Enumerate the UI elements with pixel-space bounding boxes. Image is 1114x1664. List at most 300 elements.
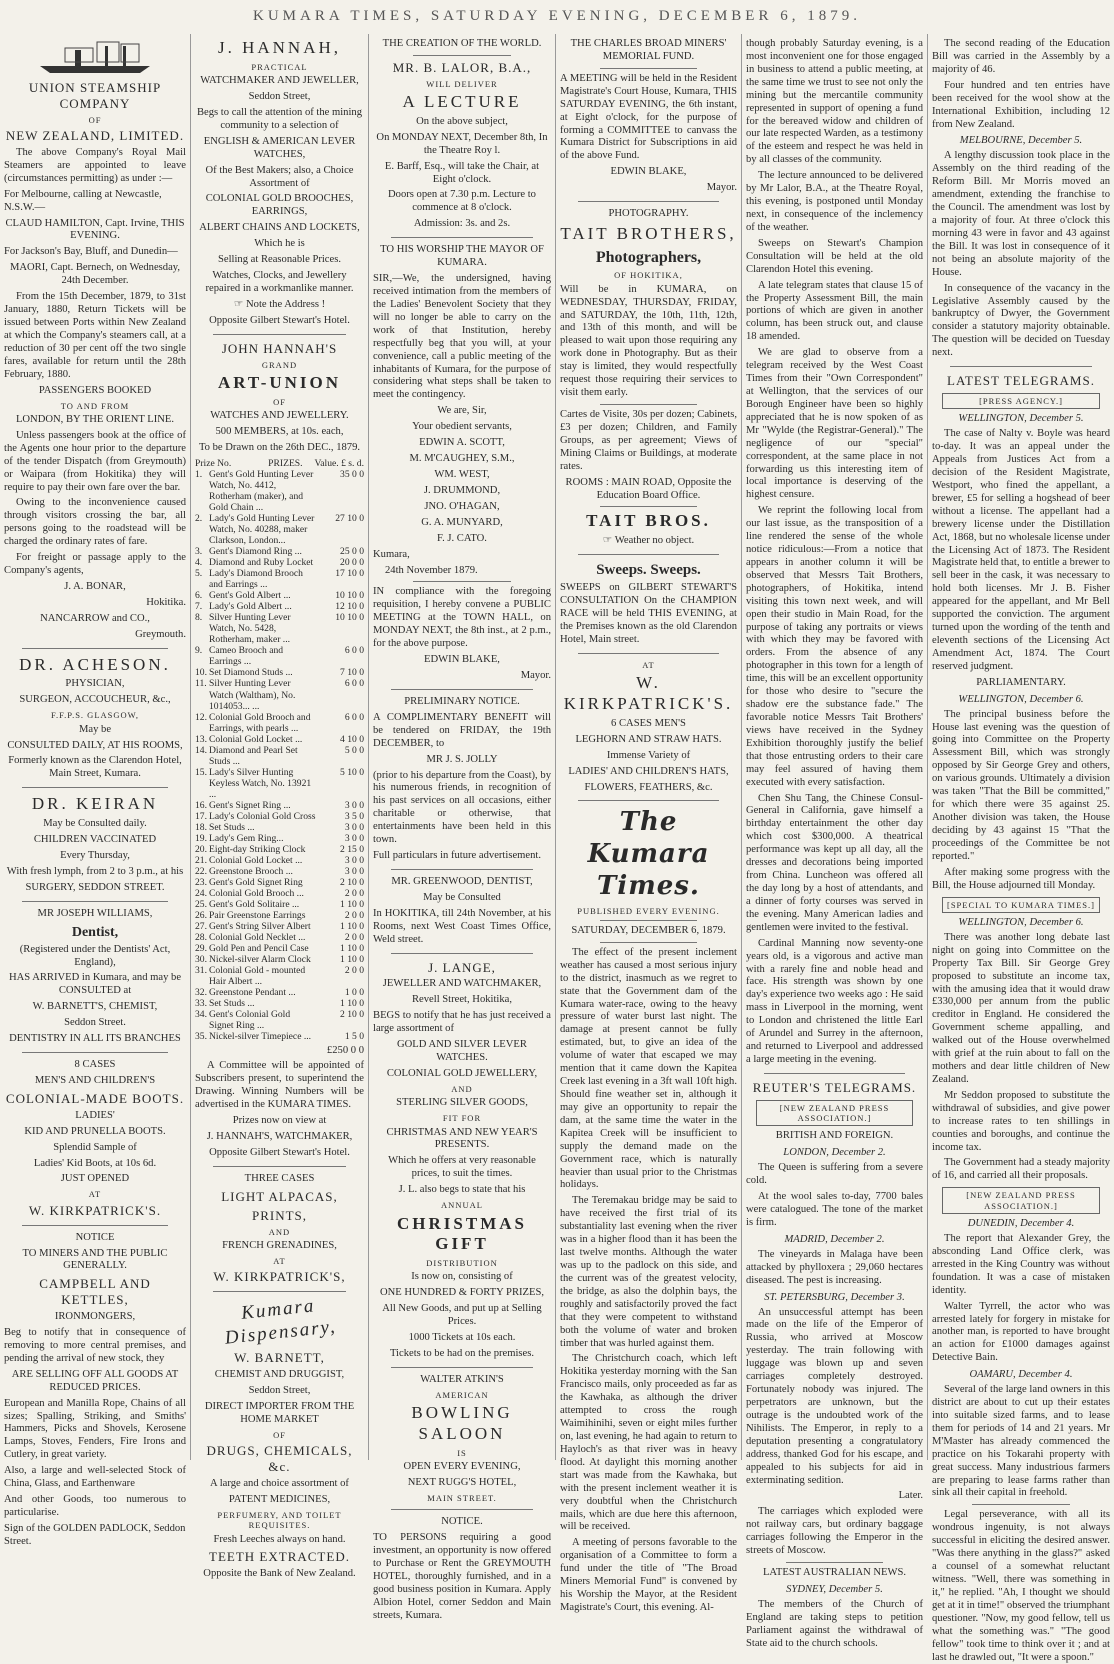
pointing-hand-icon: ☞ <box>602 535 615 547</box>
text: Legal perseverance, with all its wondrous ingenuity, is not always successful in eliciting the desired answer. "Was there anything in the glass?" asked a counsel of a somewhat reluctant witness. "Well, there was something in it," he replied. "Ah, I thought we should get at it in time!" observed the triumphant questioner. "Now, my good fellow, tell us what the something was." "The good fellow" took time to think over it ; and at last he drawled out, "It were a spoon." <box>932 1509 1110 1663</box>
prize-value: 6 0 0 <box>344 645 364 657</box>
text: THE CHARLES BROAD MINERS' MEMORIAL FUND. <box>570 38 727 62</box>
prize-description: Gent's Gold Albert ... <box>209 590 291 602</box>
text: Kumara, <box>373 548 410 560</box>
text: For freight or passage apply to the Company's agents, <box>4 552 186 577</box>
text: COLONIAL GOLD BROOCHES, EARRINGS, <box>205 193 354 218</box>
text: LEGHORN AND STRAW HATS. <box>575 733 722 745</box>
text: £250 0 0 <box>326 1044 364 1056</box>
text: WATCHES AND JEWELLERY. <box>210 410 349 422</box>
text: With fresh lymph, from 2 to 3 p.m., at his <box>6 865 184 877</box>
text: NEXT RUGG'S HOTEL, <box>407 1476 517 1488</box>
text: OAMARU, December 4. <box>969 1369 1073 1381</box>
prize-number: 22. <box>195 866 207 877</box>
text: WELLINGTON, December 6. <box>958 916 1084 928</box>
column-6 <box>928 36 1114 1663</box>
prize-number: 9. <box>195 645 203 657</box>
prize-number: 21. <box>195 854 207 866</box>
prize-value: 5 10 0 <box>340 766 364 778</box>
text: For Jackson's Bay, Bluff, and Dunedin— <box>4 246 178 258</box>
prize-row <box>195 1031 364 1042</box>
text: BRITISH AND FOREIGN. <box>775 1130 894 1142</box>
prize-row <box>195 877 364 888</box>
text: A COMPLIMENTARY BENEFIT will be tendered on FRIDAY, the 19th DECEMBER, to <box>373 711 551 749</box>
text: Splendid Sample of <box>53 1141 137 1153</box>
prize-number: 26. <box>195 910 207 922</box>
prize-row <box>195 612 364 645</box>
prize-value: 1 10 0 <box>340 899 364 911</box>
text: Sweeps. Sweeps. <box>596 562 701 579</box>
text: WELLINGTON, December 5. <box>958 413 1084 425</box>
text: Fresh Leeches always on hand. <box>213 1533 346 1545</box>
column-2 <box>191 36 368 1580</box>
text: MR. GREENWOOD, DENTIST, <box>391 875 533 887</box>
text: DISTRIBUTION <box>426 1257 498 1268</box>
text: The effect of the present inclement weather has caused a most serious injury to the district, inasmuch as we regret to state that the Government dam of the Kumara water-race, owing to the heavy pressure of water burst last night. The damage at present cannot be fully estimated, but, to give an idea of the volume of water that escaped we may mention that it came down the Kapitea Creek last evening in a 3ft wall 10ft high. Should fine weather set in, although it may give an opportunity to repair the dam, at the same time the water in the Kapitea Creek will be insufficient to supply the demand made on the Government race, which is naturally heavier than usual prior to the Christmas holidays. <box>560 946 737 1191</box>
text: CHRISTMAS GIFT <box>397 1213 527 1254</box>
text: Ladies' Kid Boots, at 10s 6d. <box>33 1157 157 1169</box>
prize-value: 3 0 0 <box>344 821 364 833</box>
text: Chen Shu Tang, the Chinese Consul-General in California, gave himself a birthday entertainment the other day which cost $300,000. A theatrical performance was kept up all day, all the dresses and decorations being imported from China. Luncheon was offered all the day long by a host of attendants, and a dinner of forty courses was served in the evening. Many American ladies and gentlemen were invited to the festival. <box>746 792 923 933</box>
text: PRELIMINARY NOTICE. <box>404 695 520 707</box>
prize-number: 6. <box>195 590 203 602</box>
text: W. KIRKPATRICK'S. <box>563 673 734 714</box>
prize-number: 11. <box>195 678 207 690</box>
text: ANNUAL <box>441 1200 483 1211</box>
text: NANCARROW and CO., <box>40 612 150 624</box>
text: AMERICAN <box>435 1389 489 1400</box>
prize-value: 3 0 0 <box>344 854 364 866</box>
text: [NEW ZEALAND PRESS ASSOCIATION.] <box>756 1100 913 1127</box>
text: TEETH EXTRACTED. <box>209 1549 350 1565</box>
prize-number: 12. <box>195 711 207 723</box>
text: MAORI, Capt. Bernech, on Wednesday, 24th December. <box>9 262 181 287</box>
text: Revell Street, Hokitika, <box>411 994 513 1006</box>
text: Owing to the inconvenience caused through visitors crossing the bar, all persons going to the roadstead will be charged the ordinary rates of fare. <box>4 497 186 548</box>
prize-number: 5. <box>195 568 203 580</box>
text: (prior to his departure from the Coast), by his numerous friends, in recognition of his past services on all occasions, either charitable or otherwise, that entertainments have been held in this town. <box>373 769 551 846</box>
text: J. LANGE, <box>428 959 496 975</box>
prize-row <box>195 899 364 910</box>
text: LATEST TELEGRAMS. <box>947 373 1095 389</box>
text: THREE CASES <box>244 1172 315 1184</box>
prize-description: Lady's Silver Hunting Keyless Watch, No. 13921 ... <box>209 766 312 800</box>
text: The above Company's Royal Mail Steamers are appointed to leave (circumstances permitting) as under :— <box>4 146 186 184</box>
masthead: KUMARA TIMES, SATURDAY EVENING, DECEMBER 6, 1879. <box>253 8 861 24</box>
text: M. M'CAUGHEY, S.M., <box>409 453 515 465</box>
text: ALBERT CHAINS AND LOCKETS, <box>199 222 360 234</box>
prize-row <box>195 678 364 711</box>
prize-description: Lady's Gem Ring... <box>209 832 284 844</box>
prize-description: Gent's Gold Solitaire ... <box>209 899 300 911</box>
text: ART-UNION <box>217 372 342 392</box>
prize-number: 3. <box>195 546 203 558</box>
prize-value: 2 10 0 <box>340 877 364 889</box>
prize-description: Pair Greenstone Earrings <box>209 910 306 922</box>
text: OF <box>88 114 102 125</box>
text: From the 15th December, 1879, to 31st January, 1880, Return Tickets will be issued between Ports within New Zealand at which the Company's steamers call, at a reduction of 30 per cent off the two single fares, available for return until the 28th February, 1880. <box>4 291 186 380</box>
text: Walter Tyrrell, the actor who was arrested lately for forgery in mistake for another man, is reported to have brought an action for £1000 damages against Detective Bain. <box>932 1300 1110 1364</box>
text: ONE HUNDRED & FORTY PRIZES, <box>379 1287 545 1299</box>
text: Your obedient servants, <box>412 421 512 433</box>
prize-number: 14. <box>195 744 207 756</box>
text: PARLIAMENTARY. <box>976 676 1066 688</box>
text: EDWIN BLAKE, <box>424 654 500 666</box>
text: OF <box>273 1429 286 1440</box>
text: [NEW ZEALAND PRESS ASSOCIATION.] <box>942 1187 1100 1214</box>
prize-row <box>195 557 364 568</box>
text: Cardinal Manning now seventy-one years old, is a vigorous and active man with a rarely fine and noble head and face. His strength was shown by one day's experience two weeks ago : He said mass in Liverpool in the morning, went to London and christened the little Earl of Arundel and Surrey in the afternoon, and returned to Liverpool and addressed a large meeting in the evening. <box>746 937 923 1065</box>
text: ENGLISH & AMERICAN LEVER WATCHES, <box>203 135 356 160</box>
text: SIR,—We, the undersigned, having received intimation from the members of the Ladies' Benevolent Society that they will no longer be able to carry on the work of that Institution, hereby respectfully beg that you will, at your convenience, call a public meeting of the inhabitants of Kumara, for the purpose of considering what steps shall be taken to meet the contingency. <box>373 273 551 401</box>
text: European and Manilla Rope, Chains of all sizes; Spalling, Striking, and Smiths' Hammers, Picks and Shovels, Kerosene Lamps, Stoves, Fenders, Fire Irons and Cutlery, in great variety. <box>4 1397 186 1461</box>
prize-description: Lady's Colonial Gold Cross <box>209 810 316 822</box>
prize-value: 1 10 0 <box>340 943 364 955</box>
text: WALTER ATKIN'S <box>420 1373 504 1385</box>
text: HAS ARRIVED in Kumara, and may be CONSULTED at <box>8 972 182 997</box>
prize-number: 23. <box>195 877 207 889</box>
text: CHILDREN VACCINATED <box>33 833 157 845</box>
text: FLOWERS, FEATHERS, &c. <box>584 781 713 793</box>
prize-value: 17 10 0 <box>335 568 364 580</box>
text: JNO. O'HAGAN, <box>424 500 500 512</box>
text: AT <box>273 1255 286 1266</box>
text: Sign of the GOLDEN PADLOCK, Seddon Street. <box>4 1522 186 1547</box>
text: Opposite the Bank of New Zealand. <box>203 1568 356 1580</box>
text: LIGHT ALPACAS, <box>221 1188 338 1204</box>
text: CLAUD HAMILTON, Capt. Irvine, THIS EVENING. <box>5 217 185 242</box>
prize-value: 2 10 0 <box>340 1009 364 1021</box>
text: Hokitika. <box>146 596 186 608</box>
text: 500 MEMBERS, at 10s. each, <box>215 426 344 437</box>
text: DIRECT IMPORTER FROM THE HOME MARKET <box>204 1401 355 1425</box>
newspaper-title: The Kumara Times. <box>587 807 710 901</box>
text: MADRID, December 2. <box>784 1233 885 1245</box>
prize-number: 13. <box>195 733 207 745</box>
text: PUBLISHED EVERY EVENING. <box>577 905 720 916</box>
text: A MEETING will be held in the Resident Magistrate's Court House, Kumara, THIS SATURDAY EVENING, the 6th instant, at Eight o'clock, for the purpose of forming a COMMITTEE to canvass the Kumara District for Subscriptions in aid of the above Fund. <box>560 72 737 162</box>
text: The principal business before the House last evening was the question of going into Committee on the Property Assessment Bill, which was strongly opposed by Sir George Grey and others, on various grounds. Ultimately a division was taken "That the Bill be committed," for which there were 35 against 25. Another division was taken, the House deciding by 43 against 15 "That the proceedings of the Committee be not reported." <box>932 708 1110 862</box>
prize-description: Gent's Diamond Ring ... <box>209 546 302 558</box>
text: J. A. BONAR, <box>64 580 126 592</box>
prize-value: 35 0 0 <box>340 468 364 480</box>
prize-row <box>195 833 364 844</box>
text: Value. £ s. d. <box>314 457 364 469</box>
prize-description: Colonial Gold Brooch and Earrings, with pearls ... <box>209 711 311 734</box>
text: IN compliance with the foregoing requisition, I hereby convene a PUBLIC MEETING at the TOWN HALL, on MONDAY NEXT, the 8th inst., at 2 p.m., for the above purpose. <box>373 586 551 650</box>
text: JUST OPENED <box>60 1173 130 1185</box>
prize-number: 17. <box>195 810 207 822</box>
text: MR JOSEPH WILLIAMS, <box>37 907 153 919</box>
prize-value: 2 0 0 <box>344 932 364 944</box>
column-1 <box>0 36 190 1547</box>
text: Weather no object. <box>614 535 695 547</box>
text: 6 CASES MEN'S <box>611 717 686 729</box>
text: Watches, Clocks, and Jewellery repaired in a workmanlike manner. <box>205 270 354 294</box>
prize-row <box>195 601 364 612</box>
prize-description: Set Diamond Studs ... <box>209 667 293 679</box>
text: The Teremakau bridge may be said to have received the first trial of its substantiality last evening when the river was in a higher flood than it has been the last twelve months. Although the water was up to the padlock on this side, and the current was of the greatest velocity, the bridge, as also the dolphin bays, the roughly and satisfactorily proved the fact that they were competent to withstand both the volume of water and broken timber that was hurled against them. <box>560 1195 737 1349</box>
prize-description: Colonial Gold Locket ... <box>209 733 303 745</box>
prize-row <box>195 844 364 855</box>
prize-number: 4. <box>195 557 203 569</box>
text: SATURDAY, DECEMBER 6, 1879. <box>571 924 726 936</box>
text: LATEST AUSTRALIAN NEWS. <box>762 1567 907 1579</box>
text: IS <box>457 1447 467 1458</box>
text: 24th November 1879. <box>385 564 478 576</box>
text: FIT FOR <box>442 1113 482 1124</box>
column-4 <box>556 36 741 1613</box>
prize-description: Greenstone Brooch ... <box>209 866 293 877</box>
acheson-name: DR. ACHESON. <box>19 654 171 674</box>
prize-row <box>195 645 364 667</box>
text: The case of Nalty v. Boyle was heard to-day. It was an appeal under the Appeals from Justices Act from a decision of the Resident Magistrate, Westport, who fined the appellant, a brewer, £5 for selling a hogshead of beer without a license. The appellant had a brewery license under the Distillation Act, 1868, but no wholesale license under the Licensing Act of 1873. The Resident Magistrate held that, to entitle a brewer to sell beer in the cask, it was necessary to hold both licenses. Mr J. B. Fisher appeared for the appellant, and Mr Bell supported the conviction. The argument turned upon the wording of the tenth and eleventh sections of the Licensing Act Amendment Act, 1874. The Court reserved judgment. <box>932 428 1110 672</box>
text: CHEMIST AND DRUGGIST, <box>214 1369 345 1381</box>
text: (Registered under the Dentists' Act, England), <box>19 943 171 968</box>
prize-row <box>195 910 364 921</box>
text: PRIZES. <box>268 457 303 469</box>
text: Prizes now on view at <box>232 1115 327 1127</box>
prize-number: 20. <box>195 843 207 855</box>
text: PASSENGERS BOOKED <box>38 384 152 396</box>
prize-value: 6 0 0 <box>344 711 364 723</box>
text: OPEN EVERY EVENING, <box>403 1460 521 1472</box>
prize-row <box>195 943 364 954</box>
text: The carriages which exploded were not railway cars, but ordinary baggage carriages following the Emperor in the streets of Moscow. <box>746 1506 923 1557</box>
text: The Christchurch coach, which left Hokitika yesterday morning with the San Francisco mails, only proceeded as far as the Kawhaka, as although the driver attempted to cross the rough Waimihinihi, seven or eight miles further on, last evening, he had again to return to Hayloch's as that river was in heavy flood. At daylight this morning another start was made from the Kawhaka, but with the present inclement weather it is very doubtful when the Christchurch mails, which are due here this afternoon, will be received. <box>560 1353 737 1533</box>
prize-description: Gent's Gold Signet Ring <box>209 877 303 889</box>
prize-row <box>195 800 364 811</box>
text: WILL DELIVER <box>426 78 498 89</box>
text: Seddon Street, <box>248 91 311 103</box>
hannah-name: J. HANNAH, <box>217 38 342 57</box>
text: [SPECIAL TO KUMARA TIMES.] <box>942 897 1100 913</box>
text: BEGS to notify that he has just received a large assortment of <box>373 1010 551 1035</box>
keiran-name: DR. KEIRAN <box>31 794 159 814</box>
text: Every Thursday, <box>60 849 130 861</box>
text: Later. <box>898 1490 923 1502</box>
text: PRINTS, <box>251 1207 308 1223</box>
prize-description: Silver Hunting Lever Watch, No. 5428, Rotherham, maker ... <box>209 612 291 646</box>
steamship-icon <box>35 36 155 76</box>
text: F.F.P.S. GLASGOW, <box>50 710 140 721</box>
prize-number: 1. <box>195 468 203 480</box>
text: W. BARNETT'S, CHEMIST, <box>32 1001 158 1013</box>
text: Doors open at 7.30 p.m. Lecture to commence at 8 o'clock. <box>388 189 536 214</box>
prize-description: Greenstone Pendant ... <box>209 987 296 999</box>
prize-row <box>195 712 364 734</box>
text: AND <box>268 1226 291 1237</box>
text: ROOMS : MAIN ROAD, Opposite the Education Board Office. <box>565 476 732 501</box>
prize-row <box>195 822 364 833</box>
text: CONSULTED DAILY, AT HIS ROOMS, <box>7 739 183 751</box>
text: A late telegram states that clause 15 of the Property Assessment Bill, the main portions of which are given in another column, has been struck out, and clause 18 amended. <box>746 279 923 343</box>
text: WELLINGTON, December 6. <box>958 693 1084 705</box>
prize-rows <box>195 469 364 1043</box>
text: DUNEDIN, December 4. <box>967 1218 1075 1230</box>
prize-description: Diamond and Pearl Set Studs ... <box>209 744 298 767</box>
text: The report that Alexander Grey, the absconding Land Office clerk, was arrested in the King Country was without foundation. It was a case of mistaken identity. <box>932 1232 1110 1296</box>
prize-description: Lady's Diamond Brooch and Earrings ... <box>209 568 303 591</box>
prize-value: 1 10 0 <box>340 921 364 933</box>
prize-value: 25 0 0 <box>340 546 364 558</box>
text: Greymouth. <box>135 628 186 640</box>
text: Tickets to be had on the premises. <box>389 1347 535 1359</box>
text: PHOTOGRAPHY. <box>608 208 689 220</box>
text: J. L. also begs to state that his <box>398 1184 526 1196</box>
prize-value: 2 15 0 <box>340 843 364 855</box>
text: GRAND <box>261 359 298 370</box>
text: PERFUMERY, AND TOILET REQUISITES. <box>217 1509 342 1531</box>
text: THE CREATION OF THE WORLD. <box>382 38 542 49</box>
text: Prize No. <box>195 457 232 469</box>
text: E. Barff, Esq., will take the Chair, at Eight o'clock. <box>384 160 540 185</box>
text: SURGERY, SEDDON STREET. <box>25 881 165 893</box>
text: Also, a large and well-selected Stock of China, Glass, and Earthenware <box>4 1465 186 1490</box>
prize-row <box>195 1009 364 1031</box>
text: LADIES' <box>75 1109 115 1121</box>
pointing-hand-icon: ☞ <box>233 298 246 310</box>
prize-description: Lady's Gold Hunting Lever Watch, No. 40288, maker Clarkson, London... <box>209 513 315 547</box>
prize-number: 35. <box>195 1031 207 1043</box>
text: [PRESS AGENCY.] <box>942 393 1100 409</box>
text: Begs to call the attention of the mining community to a selection of <box>196 106 363 131</box>
text: The Government had a steady majority of 16, and carried all their proposals. <box>932 1157 1110 1182</box>
prize-description: Gent's Signet Ring ... <box>209 799 291 811</box>
text: MAIN STREET. <box>427 1492 497 1503</box>
prize-value: 1 0 0 <box>344 987 364 999</box>
text: Opposite Gilbert Stewart's Hotel. <box>209 314 350 326</box>
prize-description: Cameo Brooch and Earrings ... <box>209 645 284 668</box>
prize-description: Set Studs ... <box>209 998 255 1010</box>
text: On MONDAY NEXT, December 8th, In the Theatre Roy l. <box>376 131 548 156</box>
prize-number: 19. <box>195 832 207 844</box>
prize-description: Colonial Gold Brooch ... <box>209 888 304 900</box>
prize-row <box>195 932 364 943</box>
text: DRUGS, CHEMICALS, &c. <box>206 1443 353 1475</box>
text: ST. PETERSBURG, December 3. <box>764 1291 905 1303</box>
prize-value: 1 10 0 <box>340 954 364 966</box>
text: JOHN HANNAH'S <box>221 340 338 356</box>
text: AT <box>88 1189 102 1200</box>
text: SWEEPS on GILBERT STEWART'S CONSULTATION On the CHAMPION RACE will be held THIS EVENING, at the Premises known as the old Clarendon Hotel, Main street. <box>560 582 737 646</box>
prize-row <box>195 987 364 998</box>
text: Immense Variety of <box>606 749 691 761</box>
prize-value: 3 0 0 <box>344 832 364 844</box>
text: At the wool sales to-day, 7700 bales were catalogued. The tone of the market is firm. <box>746 1191 923 1229</box>
text: F. J. CATO. <box>437 532 487 544</box>
text: Of the Best Makers; also, a Choice Assortment of <box>205 164 354 189</box>
text: TO PERSONS requiring a good investment, an opportunity is now offered to Purchase or Rent the GREYMOUTH HOTEL, thoroughly furnished, and in a good business position in Kumara. Apply Albion Hotel, corner Seddon and Main streets, Kumara. <box>373 1532 551 1621</box>
text: Mayor. <box>706 182 737 194</box>
text: We are glad to observe from a telegram received by the West Coast Times from their "Own Correspondent" at Wellington, that the services of our Borough Engineer have been so highly appreciated that he is now spoken of as Mr "Wylde (the Registrar-General)." The negligence of our "special" correspondent, at the same place in not forwarding us this interesting item of local importance is deserving of the highest censure. <box>746 347 923 501</box>
text: Seddon Street, <box>248 1385 311 1397</box>
text: Is now on, consisting of <box>411 1271 513 1283</box>
text: There was another long debate last night on going into Committee on the Property Tax Bill. Sir George Grey proposed to substitute an income tax, with the amusing idea that it would draw £330,000 per annum from the public creditor in England. He considered the Government scheme appalling, and walked out of the House overwhelmed with grief at the ruin about to fall on the mothers and dear little children of New Zealand. <box>932 931 1110 1085</box>
prize-value: 10 10 0 <box>335 590 364 602</box>
prize-row <box>195 745 364 767</box>
prize-row <box>195 965 364 987</box>
prize-description: Gold Pen and Pencil Case <box>209 943 309 955</box>
prize-row <box>195 590 364 601</box>
prize-value: 7 10 0 <box>340 667 364 679</box>
text: After making some progress with the Bill, the House adjourned till Monday. <box>932 866 1110 891</box>
text: NEW ZEALAND, LIMITED. <box>5 128 185 144</box>
text: IRONMONGERS, <box>54 1311 136 1323</box>
prize-number: 34. <box>195 1009 207 1021</box>
text: Photographers, <box>595 248 702 266</box>
text: The vineyards in Malaga have been attacked by phylloxera ; 29,060 hectares diseased. The pest is increasing. <box>746 1248 923 1286</box>
prize-value: 3 0 0 <box>344 799 364 811</box>
prize-row <box>195 513 364 546</box>
text: WM. WEST, <box>434 469 490 480</box>
text: Selling at Reasonable Prices. <box>218 254 341 266</box>
prize-number: 33. <box>195 998 207 1010</box>
text: TO AND FROM <box>60 400 130 411</box>
text: 8 CASES <box>74 1059 116 1071</box>
text: Sweeps on Stewart's Champion Consultation will be held at the old Clarendon Hotel this evening. <box>746 237 923 275</box>
prize-value: 2 0 0 <box>344 888 364 900</box>
text: The lecture announced to be delivered by Mr Lalor, B.A., at the Theatre Royal, this evening, is postponed until Monday next, in consequence of the inclemency of the weather. <box>746 170 923 233</box>
prize-value: 5 0 0 <box>344 744 364 756</box>
text: 1000 Tickets at 10s each. <box>408 1332 516 1344</box>
prize-row <box>195 998 364 1009</box>
text: JEWELLER AND WATCHMAKER, <box>382 978 542 990</box>
text: On the above subject, <box>416 115 508 127</box>
prize-row <box>195 546 364 557</box>
prize-description: Nickel-silver Timepiece ... <box>209 1031 312 1043</box>
text: Mr Seddon proposed to substitute the withdrawal of subsidies, and give power to increase rates to ten shillings in counties and boroughs, and continue the income tax. <box>932 1089 1110 1153</box>
text: GOLD AND SILVER LEVER WATCHES. <box>397 1039 527 1064</box>
text: May be Consulted <box>423 891 501 903</box>
text: OF HOKITIKA, <box>614 270 683 281</box>
text: DENTISTRY IN ALL ITS BRANCHES <box>9 1033 181 1045</box>
text: TO MINERS AND THE PUBLIC GENERALLY. <box>22 1247 168 1272</box>
prize-number: 24. <box>195 888 207 900</box>
text: PHYSICIAN, <box>65 678 125 690</box>
text: Will be in KUMARA, on WEDNESDAY, THURSDAY, FRIDAY, and SATURDAY, the 10th, 11th, 12th, and 13th of this month, and will be pleased to wait upon those requiring any work done in Photography. But as their stay is limited, they would respectfully request those requiring their services to visit them early. <box>560 283 737 399</box>
text: TO HIS WORSHIP THE MAYOR OF KUMARA. <box>380 244 544 269</box>
prize-number: 18. <box>195 821 207 833</box>
prize-value: 3 0 0 <box>344 866 364 877</box>
prize-description: Gent's String Silver Albert <box>209 921 311 933</box>
prize-row <box>195 734 364 745</box>
text: Opposite Gilbert Stewart's Hotel. <box>209 1146 350 1158</box>
text: LADIES' AND CHILDREN'S HATS, <box>568 765 729 777</box>
prize-value: 2 0 0 <box>344 965 364 977</box>
prize-description: Gent's Gold Hunting Lever Watch, No. 4412, Rotherham (maker), and Gold Chain ... <box>209 468 314 513</box>
text: W. KIRKPATRICK'S, <box>213 1269 346 1285</box>
prize-value: 6 0 0 <box>344 678 364 690</box>
prize-number: 27. <box>195 921 207 933</box>
text: A LECTURE <box>402 92 522 112</box>
text: Seddon Street. <box>64 1017 126 1029</box>
text: KID AND PRUNELLA BOOTS. <box>24 1125 166 1137</box>
text: The members of the Church of England are taking steps to petition Parliament against the withdrawal of State aid to the church schools. <box>746 1598 923 1649</box>
prize-description: Colonial Gold Necklet ... <box>209 932 306 944</box>
text: For Melbourne, calling at Newcastle, N.S.W.— <box>4 188 162 213</box>
column-3 <box>369 36 555 1621</box>
prize-row <box>195 888 364 899</box>
text: STERLING SILVER GOODS, <box>396 1097 528 1109</box>
text: MR. B. LALOR, B.A., <box>392 59 532 75</box>
prize-number: 8. <box>195 612 203 624</box>
text: PATENT MEDICINES, <box>228 1493 331 1505</box>
prize-number: 29. <box>195 943 207 955</box>
text: Mayor. <box>520 669 551 681</box>
text: Which he offers at very reasonable prices, to suit the times. <box>388 1155 536 1180</box>
text: In consequence of the vacancy in the Legislative Assembly caused by the bankruptcy of Dwyer, the Government consider a statutory majority obtainable. The question will be decided on Tuesday next. <box>932 282 1110 359</box>
